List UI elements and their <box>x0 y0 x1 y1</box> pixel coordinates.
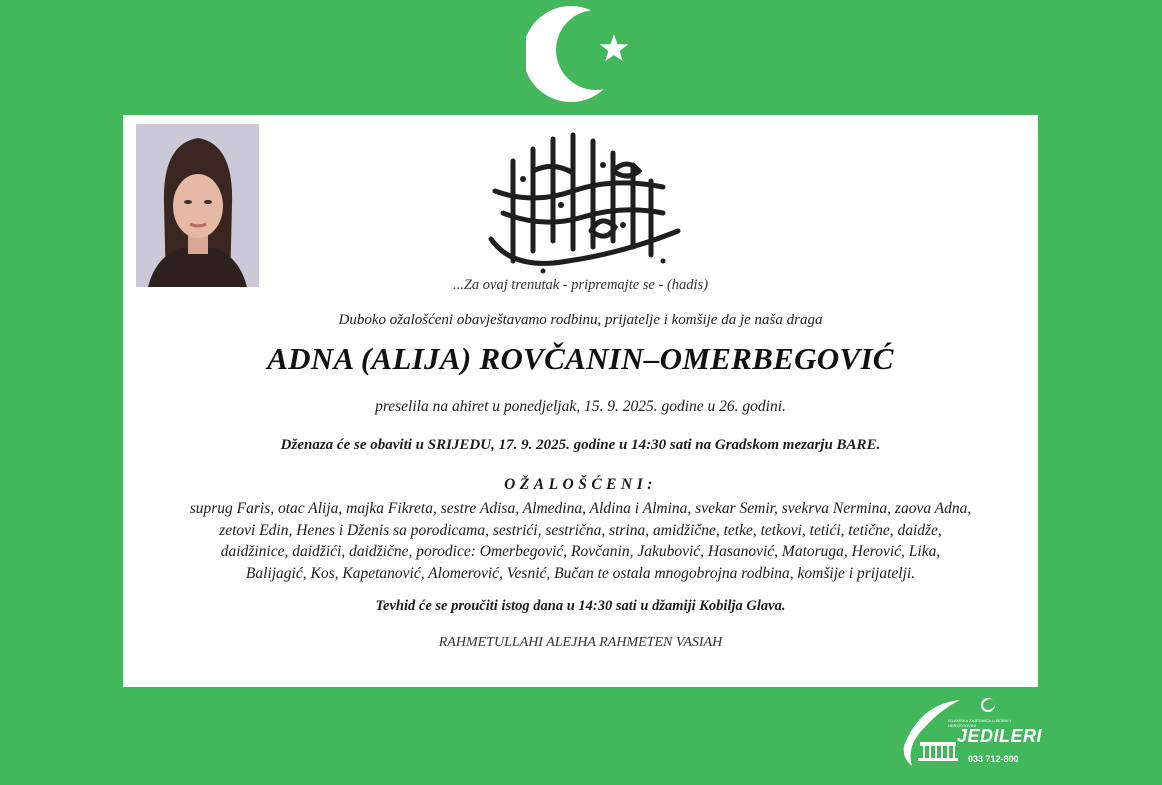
calligraphy-emblem <box>473 121 688 279</box>
jedileri-logo <box>898 694 1043 774</box>
mourners-list <box>123 498 1038 584</box>
logo-phone: 033 712-800 <box>968 754 1019 764</box>
announcement-intro: Duboko ožalošćeni obavještavamo rodbinu, prijatelje i komšije da je naša draga <box>338 312 823 328</box>
mourners-line: suprug Faris, otac Alija, majka Fikreta, sestre Adisa, Almedina, Aldina i Almina, svekar Semir, svekrva Nermina, zaova Adna, <box>189 500 972 517</box>
tevhid-details: Tevhid će se proučiti istog dana u 14:30 sati u džamiji Kobilja Glava. <box>375 598 786 614</box>
logo-subtitle: ISLAMSKA ZAJEDNICA U BOSNI I HERCEGOVINI <box>948 718 1011 728</box>
obituary-card <box>123 115 1038 687</box>
mourners-line: Balijagić, Kos, Kapetanović, Alomerović, Vesnić, Bučan te ostala mnogobrojna rodbina, komšije i prijatelji. <box>245 564 916 582</box>
mourners-heading: OŽALOŠĆENI: <box>504 476 657 493</box>
closing-prayer: RAHMETULLAHI ALEJHA RAHMETEN VASIAH <box>438 635 723 650</box>
portrait-photo <box>136 124 259 287</box>
funeral-details: Dženaza će se obaviti u SRIJEDU, 17. 9. 2025. godine u 14:30 sati na Gradskom mezarju BARE. <box>280 437 881 453</box>
hadith-quote: ...Za ovaj trenutak - pripremajte se - (hadis) <box>452 277 709 293</box>
mourners-line: zetovi Edin, Henes i Dženis sa porodicama, sestrići, sestrična, strina, amidžične, tetke, tetkovi, tetići, tetične, daidže, <box>219 521 942 539</box>
mourners-line: daidžinice, daidžići, daidžične, porodice: Omerbegović, Rovčanin, Jakubović, Hasanović, Matoruga, Herović, Lika, <box>220 543 941 560</box>
logo-title: JEDILERI <box>957 726 1043 746</box>
crescent-star-icon <box>526 2 636 106</box>
deceased-name: ADNA (ALIJA) ROVČANIN–OMERBEGOVIĆ <box>267 341 894 376</box>
passing-date: preselila na ahiret u ponedjeljak, 15. 9. 2025. godine u 26. godini. <box>375 398 786 415</box>
